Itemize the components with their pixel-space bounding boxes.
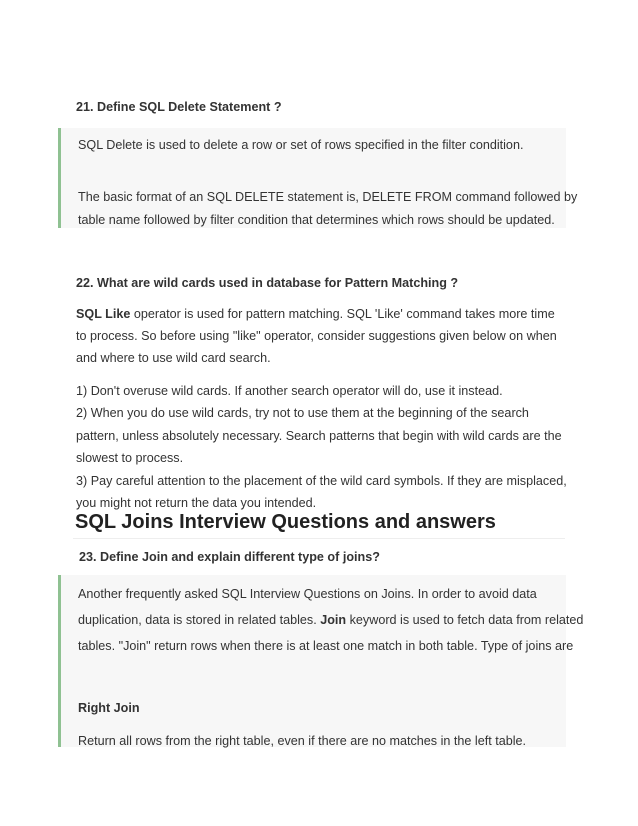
question-21-heading: 21. Define SQL Delete Statement ?: [76, 100, 282, 114]
join-term: Join: [320, 613, 347, 627]
answer-text: keyword is used to fetch data from related: [346, 613, 584, 627]
answer-22-line: slowest to process.: [76, 451, 184, 465]
answer-22-line: to process. So before using "like" operator, consider suggestions given below on when: [76, 329, 557, 343]
answer-22-line: [76, 307, 555, 321]
answer-line: Another frequently asked SQL Interview Questions on Joins. In order to avoid data: [78, 587, 537, 601]
answer-line: [78, 613, 583, 627]
answer-line: tables. "Join" return rows when there is at least one match in both table. Type of joins are: [78, 639, 574, 653]
answer-text: operator is used for pattern matching. SQL 'Like' command takes more time: [130, 307, 555, 321]
answer-22-line: you might not return the data you intended.: [76, 496, 317, 510]
question-23-heading: 23. Define Join and explain different type of joins?: [79, 550, 380, 564]
answer-text: duplication, data is stored in related tables.: [78, 613, 321, 627]
answer-21-block: [58, 128, 578, 228]
answer-22-line: 1) Don't overuse wild cards. If another search operator will do, use it instead.: [76, 384, 503, 398]
question-22-heading: 22. What are wild cards used in database for Pattern Matching ?: [76, 276, 459, 290]
answer-23-block: [58, 575, 584, 748]
answer-22-line: 2) When you do use wild cards, try not to use them at the beginning of the search: [76, 406, 529, 420]
answer-line: SQL Delete is used to delete a row or set of rows specified in the filter condition.: [78, 138, 524, 152]
answer-line: Return all rows from the right table, even if there are no matches in the left table.: [78, 734, 527, 748]
right-join-subheading: Right Join: [78, 701, 140, 715]
answer-22-line: pattern, unless absolutely necessary. Search patterns that begin with wild cards are the: [76, 429, 562, 443]
answer-line: table name followed by filter condition that determines which rows should be updated.: [78, 213, 555, 227]
sql-like-term: SQL Like: [76, 307, 131, 321]
answer-22-line: 3) Pay careful attention to the placement of the wild card symbols. If they are misplaced,: [76, 474, 567, 488]
answer-line: The basic format of an SQL DELETE statement is, DELETE FROM command followed by: [78, 190, 578, 204]
section-title: SQL Joins Interview Questions and answers: [75, 511, 496, 533]
answer-22-line: and where to use wild card search.: [76, 351, 271, 365]
section-divider: [73, 538, 565, 539]
